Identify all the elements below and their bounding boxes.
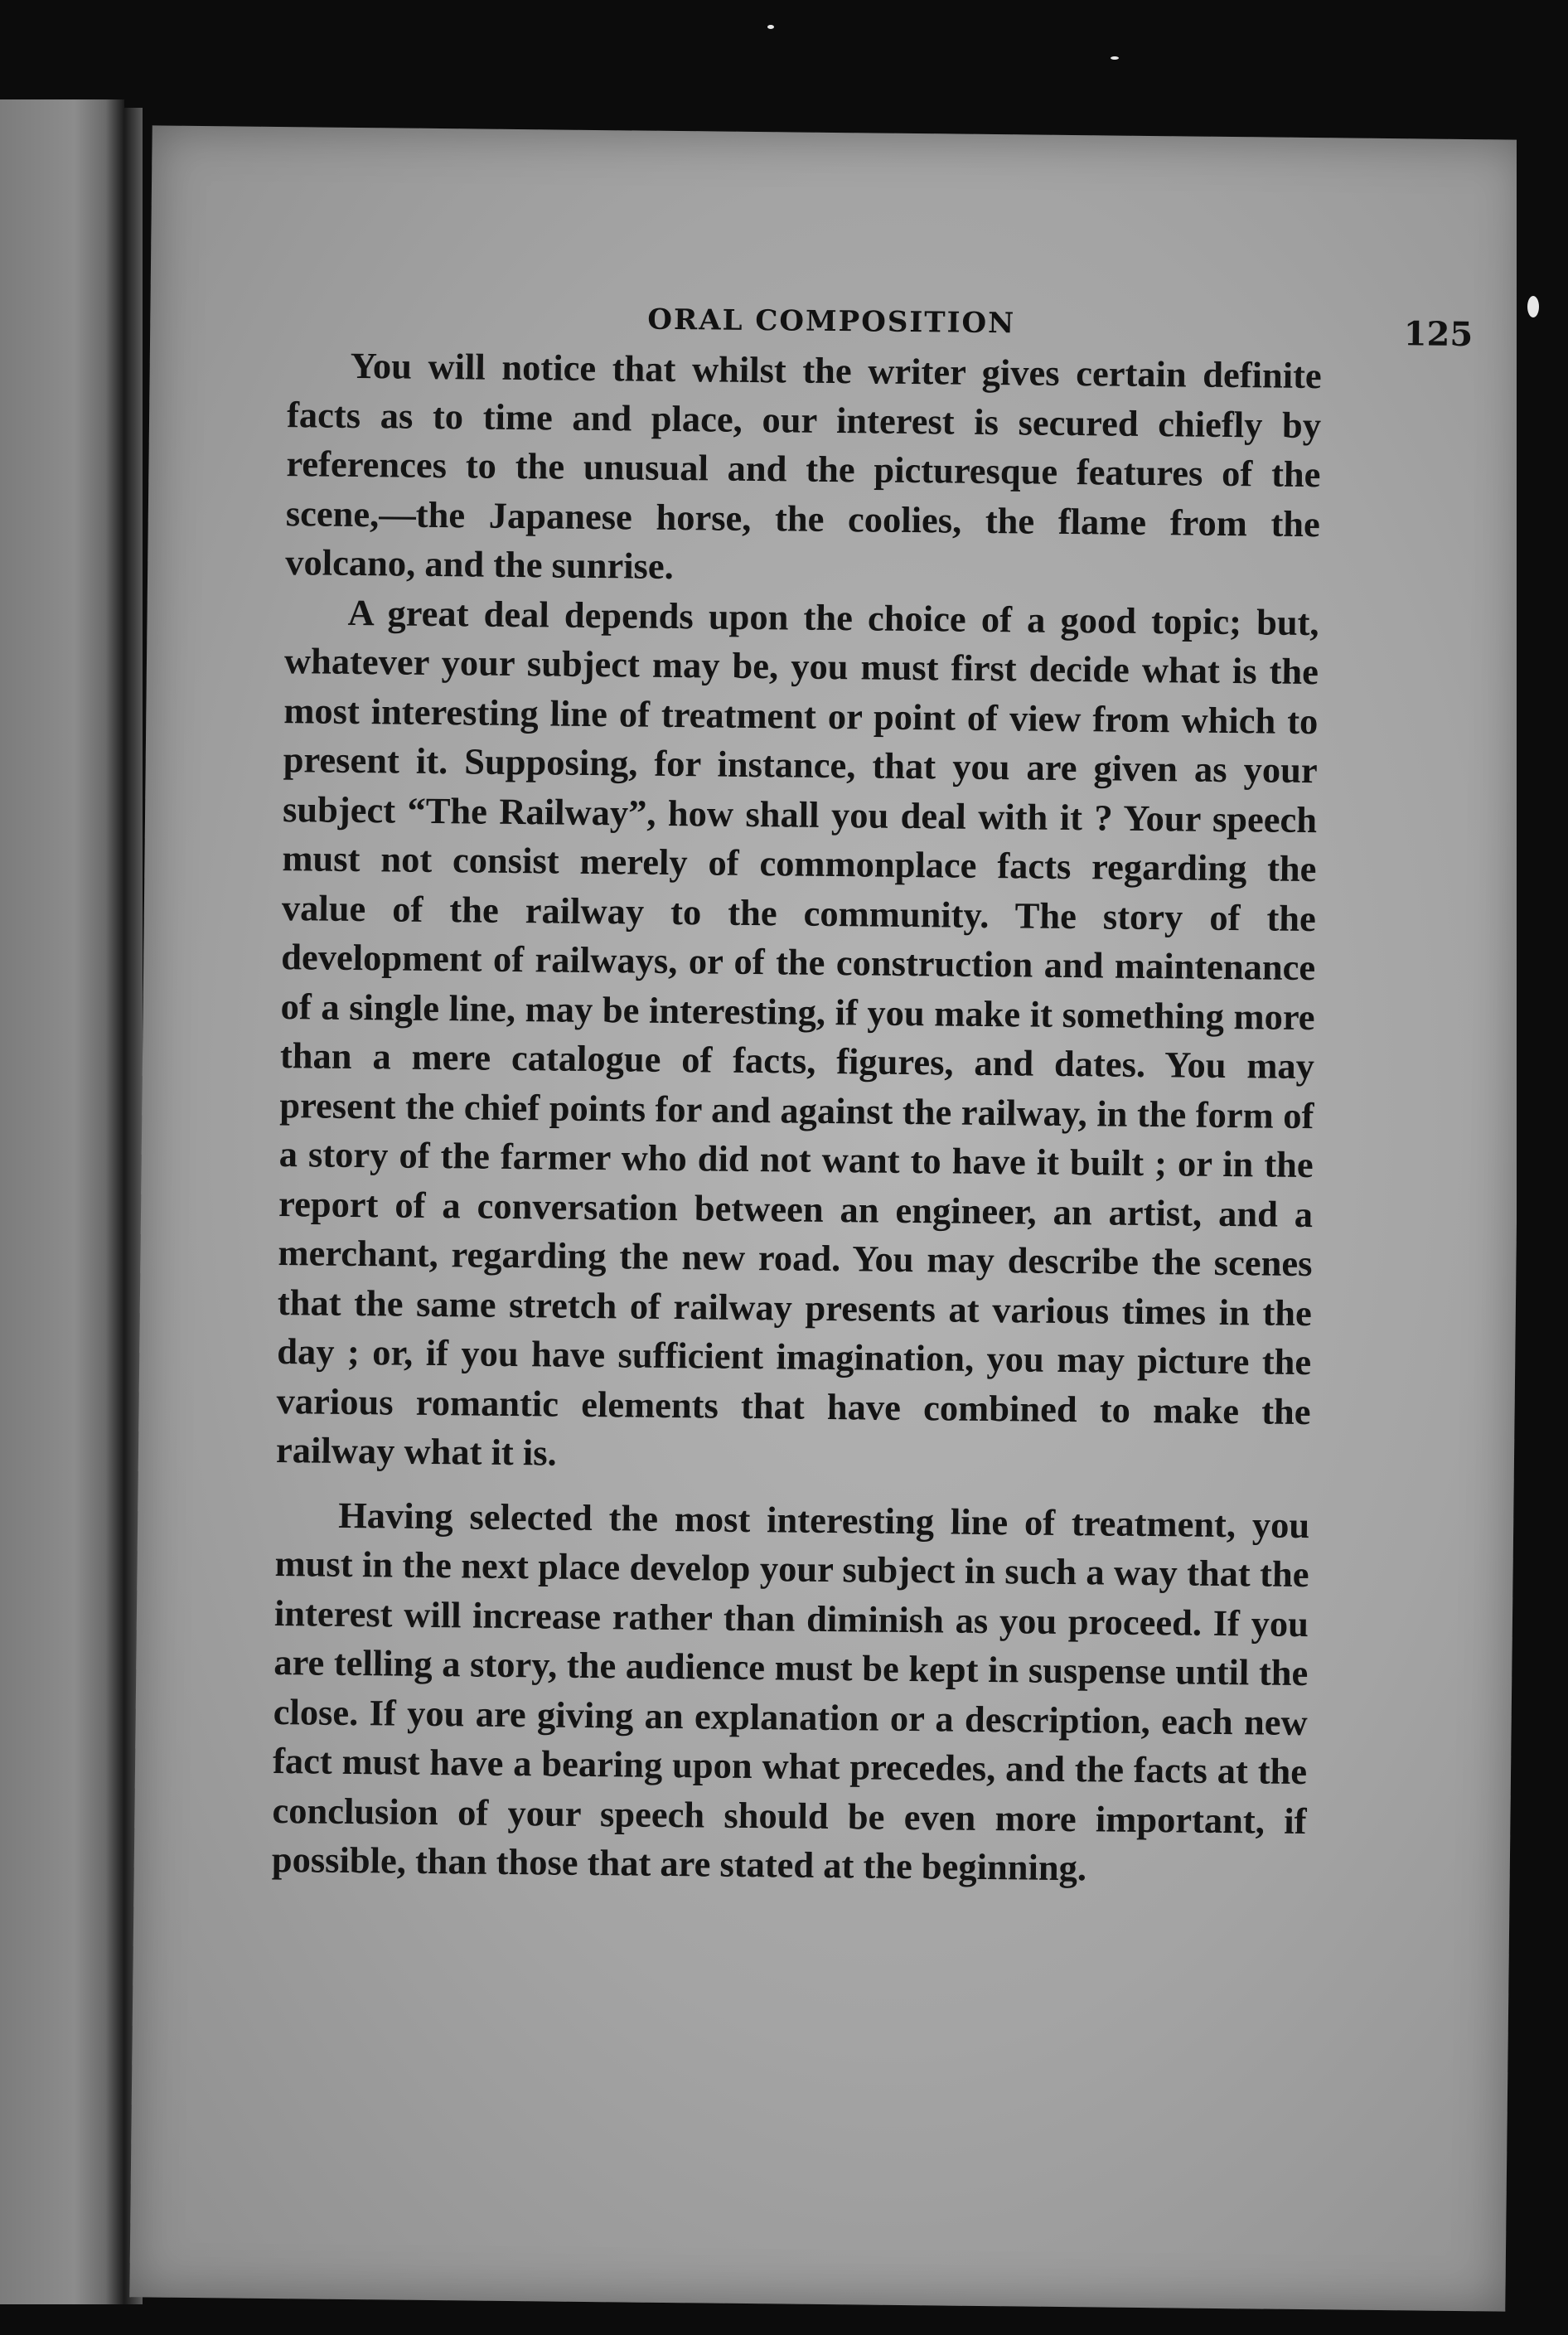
body-text [272,341,1322,1895]
facing-page-edge [0,99,124,2304]
paragraph: You will notice that whilst the writer gives certain definite facts as to time and place, our interest is secured chiefly by references to the unusual and the picturesque features of the scene,—the Japanese horse, the coolies, the flame from the volcano, and the sunrise. [284,344,1322,587]
running-head: ORAL COMPOSITION [647,303,1016,341]
page-number: 125 [1403,314,1474,355]
page-sheet [129,125,1527,2311]
scan-border-right [1517,124,1568,2279]
dust-speck [767,25,774,29]
dust-speck [1111,56,1119,60]
paragraph: A great deal depends upon the choice of a good topic; but, whatever your subject may be, you must first decide what is the most interesting line of treatment or point of view from which to present it. Supposing, for instance, that you are given as your subject “The Railway”, how shall you deal with it ? Your speech must not consist merely of commonplace facts regarding the value of the railway to the community. The story of the development of railways, or of the construction and maintenance of a single line, may be interesting, if you make it something more than a mere catalogue of facts, figures, and dates. You may present the chief points for and against the railway, in the form of a story of the farmer who did not want to have it built ; or in the report of a conversation between an engineer, an artist, and a merchant, regarding the new road. You may describe the scenes that the same stretch of railway presents at various times in the day ; or, if you have sufficient imagination, you may picture the various romantic elements that have combined to make the railway what it is. [275,591,1319,1474]
dust-speck [1527,296,1539,317]
paragraph: Having selected the most interesting line of treatment, you must in the next place develop your subject in such a way that the interest will increase rather than diminish as you proceed. If you are telling a story, the audience must be kept in suspense until the close. If you are giving an explanation or a description, each new fact must have a bearing upon what precedes, and the facts at the conclusion of your speech should be even more important, if possible, than those that are stated at the beginning. [271,1494,1310,1889]
